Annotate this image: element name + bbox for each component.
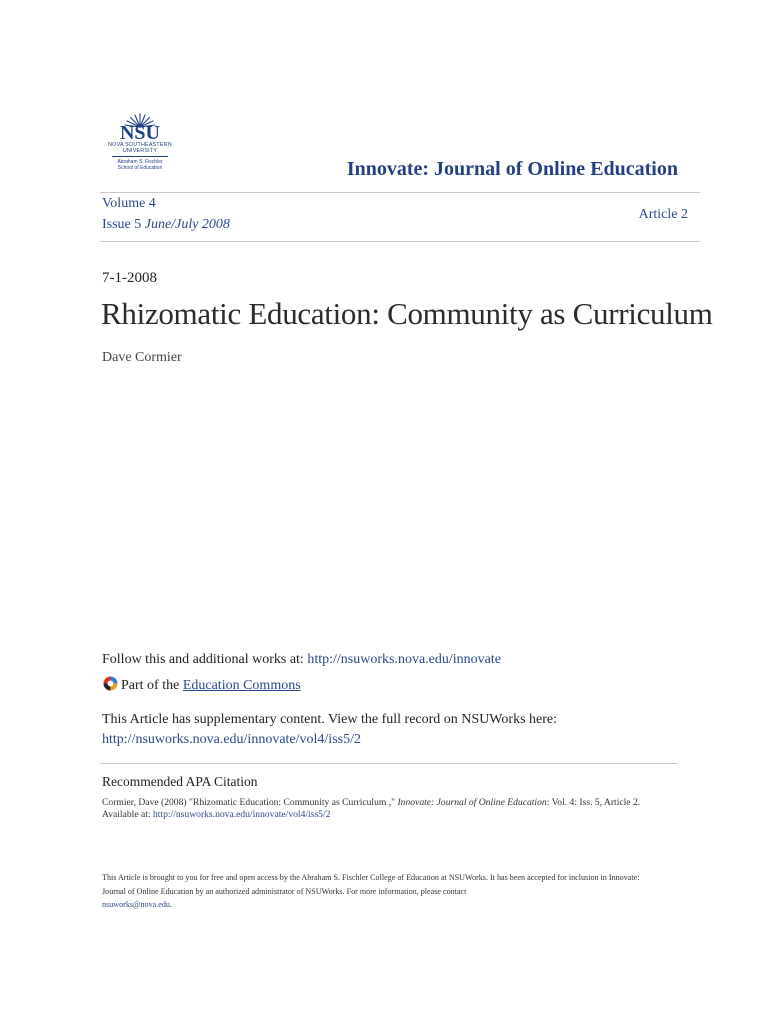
publication-date: 7-1-2008 [102,270,157,286]
citation-details: : Vol. 4: Iss. 5, Article 2. [546,797,641,808]
article-link[interactable]: Article 2 [638,207,688,222]
education-commons-link[interactable]: Education Commons [182,678,301,693]
citation-available-link[interactable]: http://nsuworks.nova.edu/innovate/vol4/iss5/2 [152,809,331,821]
logo-school-line-1: Abraham S. Fischler [117,159,163,165]
header-rule-top [100,192,700,193]
citation-heading: Recommended APA Citation [102,774,258,789]
journal-title[interactable]: Innovate: Journal of Online Education [346,158,678,180]
header-rule-bottom [100,241,700,242]
follow-link[interactable]: http://nsuworks.nova.edu/innovate [307,652,501,667]
supplementary-link[interactable]: http://nsuworks.nova.edu/innovate/vol4/iss5/2 [102,732,361,747]
issue-number: Issue 5 [102,217,142,232]
footer-text: This Article is brought to you for free and open access by the Abraham S. Fischler College of Education at NSUWorks. It has been accepted for inclusion in Innovate: Journal of Online Education by an authorized administrator of NSUWorks. For more information, please contact [102,873,640,896]
logo-school-line-2: School of Education [117,165,163,171]
footer-end: . [169,900,172,910]
logo-divider [112,156,168,157]
contact-email-link[interactable]: nsuworks@nova.edu [102,900,170,910]
follow-line [102,652,501,668]
nsu-logo [100,112,180,186]
issue-link[interactable] [102,217,230,233]
author-name: Dave Cormier [102,350,182,365]
footer-note [102,871,662,912]
logo-university-line-2: UNIVERSITY [122,148,158,154]
citation-body [102,797,662,822]
citation-journal: Innovate: Journal of Online Education [397,797,547,808]
citation-rule [100,763,678,764]
logo-acronym: NSU [119,122,160,144]
citation-authors: Cormier, Dave (2008) "Rhizomatic Education: Community as Curriculum ," [102,797,398,808]
part-of-line [102,675,301,694]
issue-date: June/July 2008 [144,217,230,232]
citation-available-label: Available at: [102,809,153,821]
volume-link[interactable]: Volume 4 [102,196,156,211]
follow-text: Follow this and additional works at: [102,652,308,667]
commons-network-icon [102,675,119,692]
supplementary-text: This Article has supplementary content. View the full record on NSUWorks here: [102,712,557,727]
paper-title: Rhizomatic Education: Community as Curriculum [101,296,713,331]
logo-university-line-1: NOVA SOUTHEASTERN [108,142,172,148]
supplementary-link-line [102,732,361,748]
part-of-text: Part of the [121,678,183,693]
